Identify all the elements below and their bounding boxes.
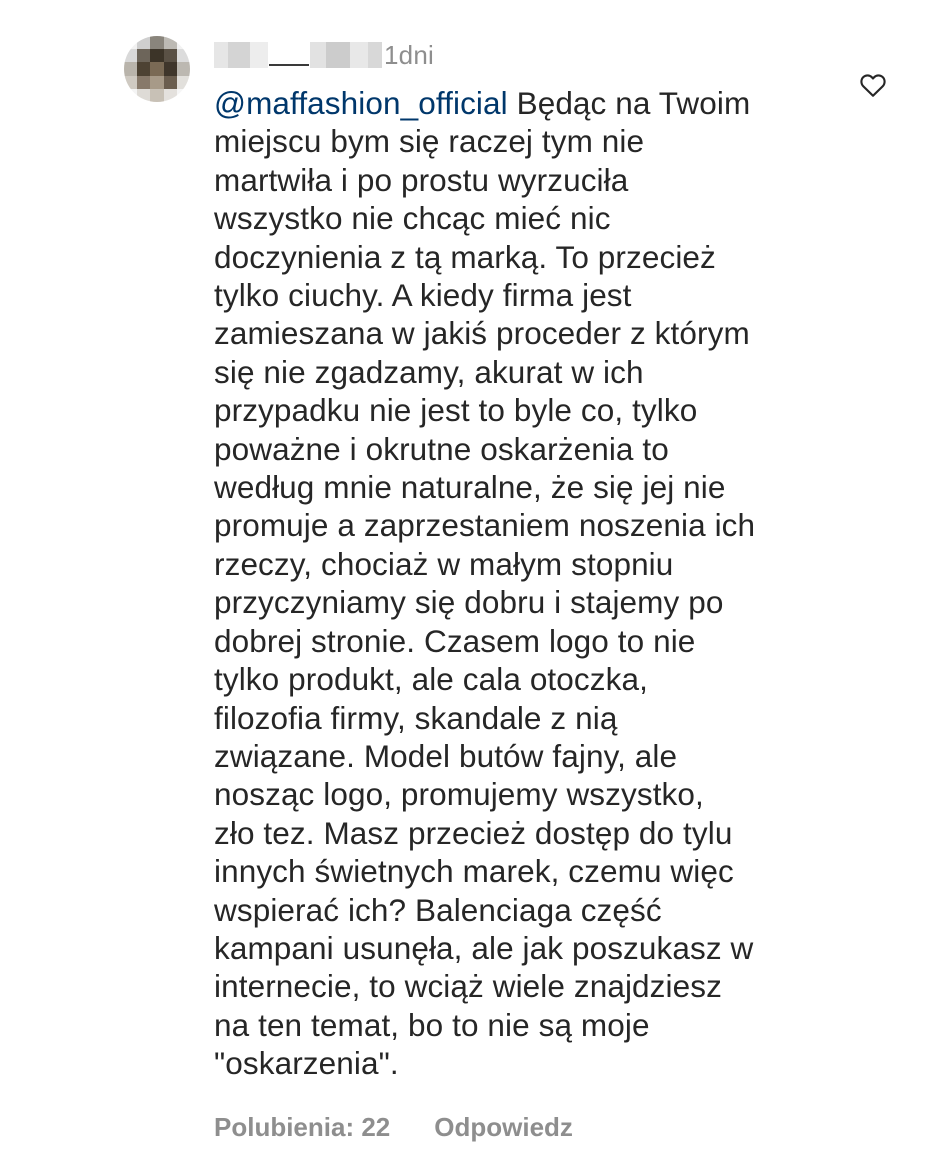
- comment-line: promuje a zaprzestaniem noszenia ich: [214, 507, 756, 544]
- comment-line: wspierać ich? Balenciaga część: [214, 891, 662, 928]
- comment-line: kampani usunęła, ale jak poszukasz w: [214, 929, 754, 966]
- comment-line: miejscu bym się raczej tym nie: [214, 123, 645, 160]
- comment-line: zamieszana w jakiś proceder z którym: [214, 315, 750, 352]
- reply-button[interactable]: Odpowiedz: [434, 1112, 573, 1142]
- heart-outline-icon: [858, 70, 888, 100]
- comment-line: dobrej stronie. Czasem logo to nie: [214, 622, 696, 659]
- comment-line: poważne i okrutne oskarżenia to: [214, 430, 669, 467]
- timestamp[interactable]: 1dni: [384, 39, 434, 70]
- comment-line: związane. Model butów fajny, ale: [214, 737, 678, 774]
- comment-line: tylko ciuchy. A kiedy firma jest: [214, 277, 632, 314]
- comment-line: według mnie naturalne, że się jej nie: [214, 469, 726, 506]
- comment-line: internecie, to wciąż wiele znajdziesz: [214, 968, 722, 1005]
- comment-line: "oskarzenia".: [214, 1045, 399, 1082]
- comment-text: [214, 84, 834, 1083]
- comment-line: się nie zgadzamy, akurat w ich: [214, 353, 644, 390]
- comment-line: wszystko nie chcąc mieć nic: [214, 200, 611, 237]
- heart-icon[interactable]: [858, 70, 888, 100]
- username-redacted[interactable]: [214, 42, 382, 68]
- comment-line: tylko produkt, ale cala otoczka,: [214, 661, 648, 698]
- comment-line: zło tez. Masz przecież dostęp do tylu: [214, 814, 733, 851]
- comment-line: doczynienia z tą marką. To przecież: [214, 238, 716, 275]
- comment-line: rzeczy, chociaż w małym stopniu: [214, 545, 674, 582]
- comment-line: innych świetnych marek, czemu więc: [214, 853, 734, 890]
- comment-meta: [214, 38, 434, 72]
- mention-link[interactable]: @maffashion_official: [214, 85, 508, 121]
- comment-line: przyczyniamy się dobru i stajemy po: [214, 584, 724, 621]
- comment-actions: [214, 1112, 573, 1143]
- comment-line: na ten temat, bo to nie są moje: [214, 1006, 650, 1043]
- comment-line: filozofia firmy, skandale z nią: [214, 699, 618, 736]
- comment-line: nosząc logo, promujemy wszystko,: [214, 776, 704, 813]
- comment-line: przypadku nie jest to byle co, tylko: [214, 392, 698, 429]
- comment-line: martwiła i po prostu wyrzuciła: [214, 161, 629, 198]
- avatar[interactable]: [124, 36, 190, 102]
- comment-line: Będąc na Twoim: [507, 85, 751, 121]
- likes-count-button[interactable]: Polubienia: 22: [214, 1112, 391, 1142]
